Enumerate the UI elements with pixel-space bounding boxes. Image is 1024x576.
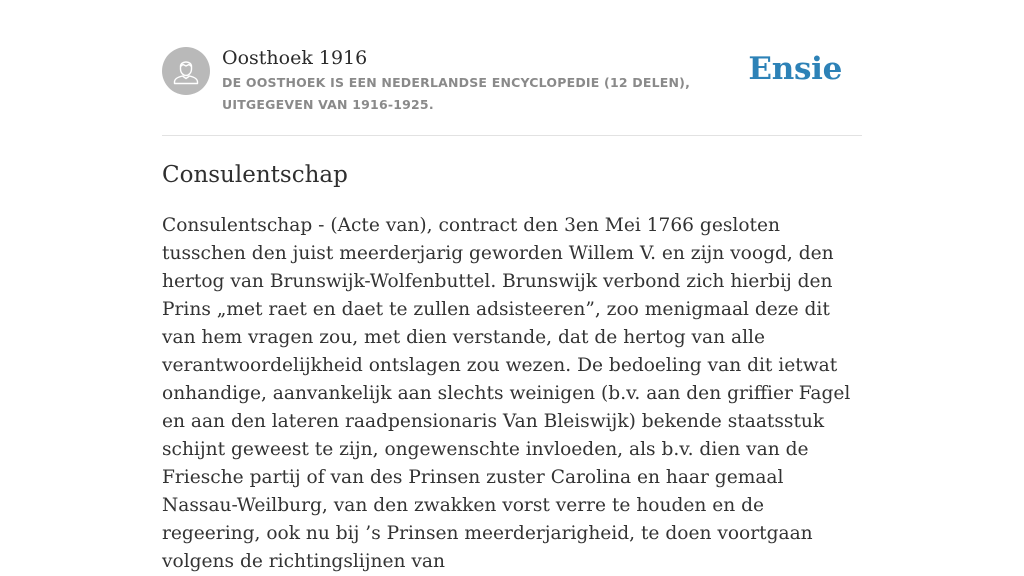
ensie-logo[interactable]: Ensie (748, 51, 842, 87)
article-title: Consulentschap (162, 162, 348, 188)
source-header (162, 0, 862, 136)
source-description: DE OOSTHOEK IS EEN NEDERLANDSE ENCYCLOPEDIE (12 DELEN), UITGEGEVEN VAN 1916-1925. (222, 75, 691, 112)
page-container (162, 0, 862, 572)
user-silhouette-icon (162, 47, 210, 95)
article-body: Consulentschap - (Acte van), contract den 3en Mei 1766 gesloten tusschen den juist meerderjarig geworden Willem V. en zijn voogd, den hertog van Brunswijk-Wolfenbuttel. Brunswijk verbond zich hierbij den Prins „met raet en daet te zullen adsisteeren”, zoo menigmaal deze dit van hem vragen zou, met dien verstande, dat de hertog van alle verantwoordelijkheid ontslagen zou wezen. De bedoeling van dit ietwat onhandige, aanvankelijk aan slechts weinigen (b.v. aan den griffier Fagel en aan den lateren raadpensionaris Van Bleiswijk) bekende staatsstuk schijnt geweest te zijn, ongewenschte invloeden, als b.v. dien van de Friesche partij of van des Prinsen zuster Carolina en haar gemaal Nassau-Weilburg, van den zwakken vorst verre te houden en de regeering, ook nu bij ’s Prinsen meerderjarigheid, te doen voortgaan volgens de richtingslijnen van (162, 215, 851, 572)
source-title[interactable]: Oosthoek 1916 (222, 47, 368, 69)
